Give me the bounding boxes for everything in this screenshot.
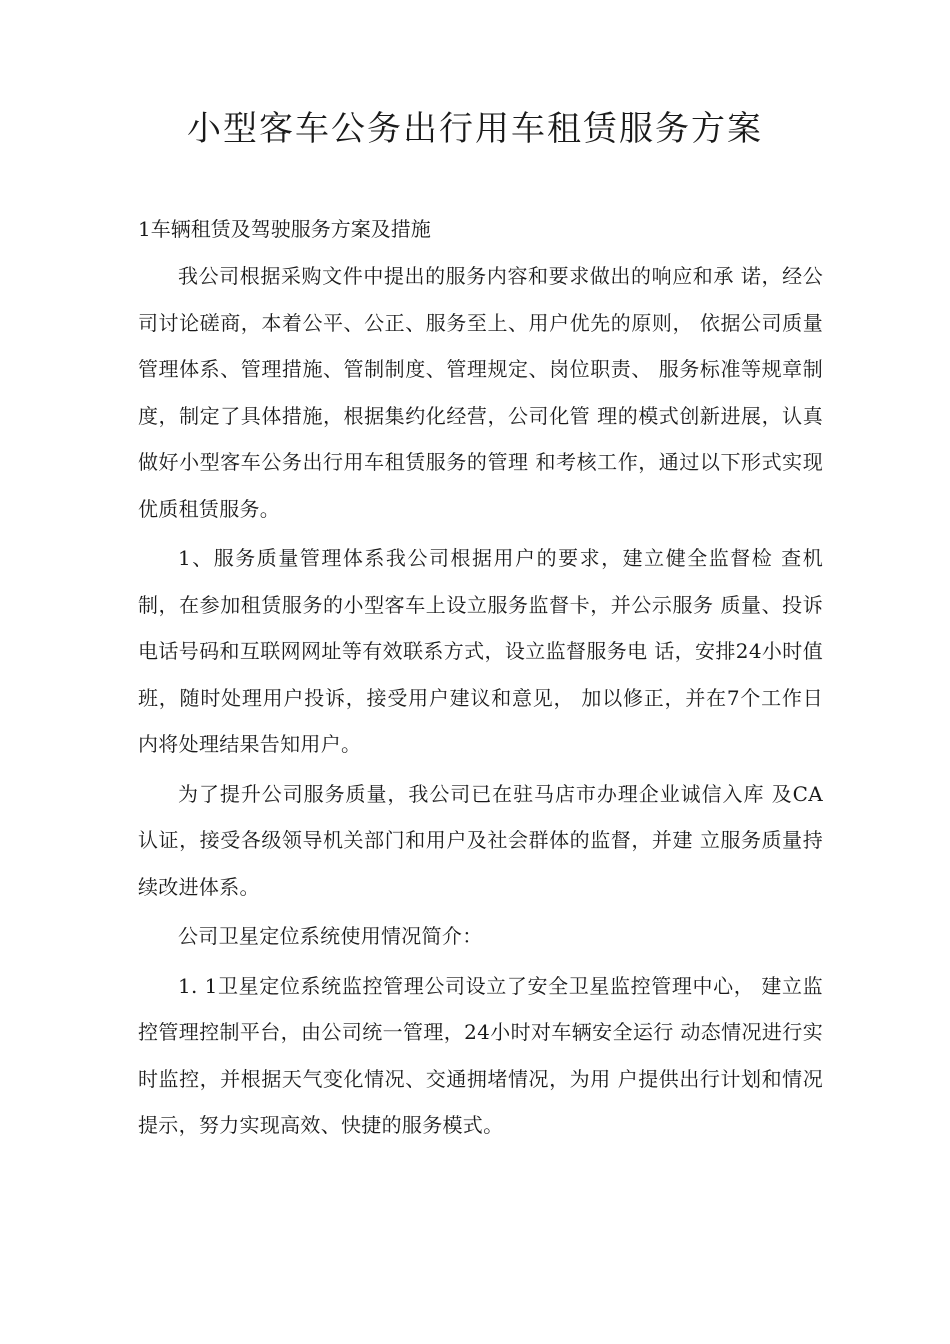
paragraph-quality-improvement: 为了提升公司服务质量，我公司已在驻马店市办理企业诚信入库 及CA认证，接受各级领导机关部门和用户及社会群体的监督，并建 立服务质量持续改进体系。 — [138, 781, 823, 899]
paragraph-gps-intro: 公司卫星定位系统使用情况简介： — [178, 924, 483, 948]
document-body — [138, 214, 823, 1152]
section-heading: 1车辆租赁及驾驶服务方案及措施 — [138, 217, 431, 241]
paragraph-quality-management: 1、服务质量管理体系我公司根据用户的要求，建立健全监督检 查机制，在参加租赁服务的小型客车上设立服务监督卡，并公示服务 质量、投诉电话号码和互联网网址等有效联系方式，设立监督服务电 话，安排24小时值班，随时处理用户投诉，接受用户建议和意见， 加以修正，并在7个工作日内将处理结果告知用户。 — [138, 546, 823, 756]
paragraph-service-commitment: 我公司根据采购文件中提出的服务内容和要求做出的响应和承 诺，经公司讨论磋商，本着公平、公正、服务至上、用户优先的原则， 依据公司质量管理体系、管理措施、管制制度、管理规定、岗位职责、 服务标准等规章制度，制定了具体措施，根据集约化经营，公司化管 理的模式创新进展，认真做好小型客车公务出行用车租赁服务的管理 和考核工作，通过以下形式实现优质租赁服务。 — [138, 264, 823, 521]
document-title: 小型客车公务出行用车租赁服务方案 — [187, 109, 763, 149]
paragraph-gps-monitoring: 1. 1卫星定位系统监控管理公司设立了安全卫星监控管理中心， 建立监控管理控制平台，由公司统一管理，24小时对车辆安全运行 动态情况进行实时监控，并根据天气变化情况、交通拥堵情况，为用 户提供出行计划和情况提示，努力实现高效、快捷的服务模式。 — [138, 973, 823, 1137]
